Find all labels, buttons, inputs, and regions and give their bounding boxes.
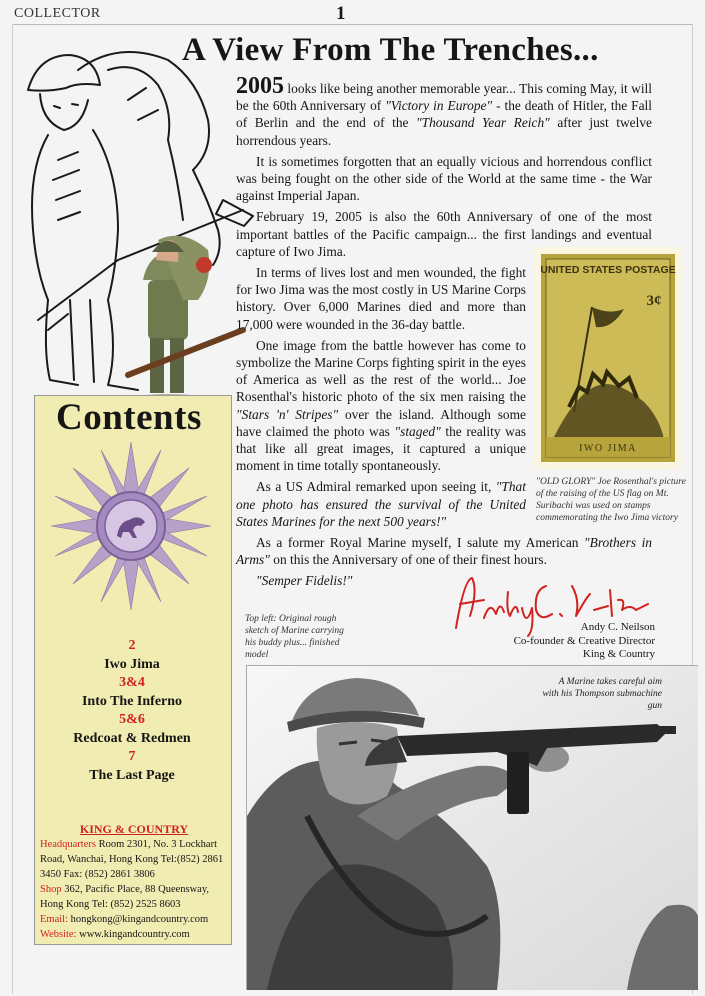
top-left-caption: Top left: Original rough sketch of Marine carrying his buddy plus... finished model: [245, 614, 344, 660]
marine-thompson-photo: [246, 665, 698, 990]
signer-role: Co-founder & Creative Director: [513, 634, 655, 647]
paragraph-6-intro: As a US Admiral remarked upon seeing it,: [256, 479, 492, 495]
paragraph-6: [236, 478, 526, 530]
paragraph-7-segment: As a former Royal Marine myself, I salute my American: [256, 535, 585, 551]
email-label: Email:: [40, 914, 68, 925]
paragraph-7-segment: on this the Anniversary of one of their finest hours.: [269, 552, 547, 568]
toc-page: 5&6: [119, 712, 145, 727]
toc-label: The Last Page: [89, 767, 175, 783]
paragraph-4: In terms of lives lost and men wounded, the fight for Iwo Jima was the most costly in US Marine Corps history. Over 6,000 Marines died and more than 17,000 were wounded in the 36-day battle.: [236, 265, 526, 332]
stamp-footer: IWO JIMA: [579, 443, 637, 454]
marine-sketch-illustration: [8, 30, 258, 410]
shop-address: [40, 882, 228, 912]
paragraph-5-segment: "staged": [394, 423, 441, 439]
stamp-header: UNITED STATES POSTAGE: [540, 264, 676, 276]
signature-script: Andy C. Neilson: [450, 570, 457, 571]
shop-label: Shop: [40, 884, 62, 895]
contents-title: Contents: [56, 397, 202, 438]
signer-name: Andy C. Neilson: [580, 621, 655, 633]
paragraph-1-segment: "Thousand Year Reich": [416, 115, 550, 131]
page-number: 1: [336, 3, 346, 24]
website-label: Website:: [40, 929, 77, 940]
paragraph-2: It is sometimes forgotten that an equally vicious and horrendous conflict was being fought on the other side of the World at the same time - the War against Imperial Japan.: [236, 153, 652, 204]
contact-block: [40, 822, 228, 942]
website-line: [40, 927, 228, 942]
headquarters-address: [40, 837, 228, 882]
photo-caption: A Marine takes careful aim with his Thompson submachine gun: [542, 677, 662, 711]
paragraph-3: February 19, 2005 is also the 60th Anniversary of one of the most important battles of the Pacific campaign... the first landings and eventual capture of Iwo Jima.: [236, 209, 652, 259]
toc-label: Into The Inferno: [81, 693, 183, 709]
paragraph-7-segment: "Brothers in Arms": [236, 535, 652, 568]
photo-image: [247, 666, 698, 990]
toc-entry-1[interactable]: [34, 637, 230, 674]
toc-page: 7: [128, 749, 136, 764]
toc-label: Redcoat & Redmen: [73, 730, 191, 746]
paragraph-1: [236, 73, 652, 149]
signer-company: King & Country: [582, 648, 655, 661]
email-link[interactable]: hongkong@kingandcountry.com: [68, 914, 209, 925]
email-line: [40, 912, 228, 927]
masthead: COLLECTOR: [14, 6, 101, 21]
hq-label: Headquarters: [40, 839, 96, 850]
iwo-jima-stamp: [534, 247, 682, 469]
paragraph-1-text: [236, 81, 652, 148]
semper-fidelis-text: "Semper Fidelis!": [256, 573, 353, 589]
toc-entry-2[interactable]: [34, 674, 230, 711]
paragraph-1-segment: looks like being another memorable year... This coming May, it will be the 60th Anniversary of: [236, 81, 652, 114]
toc-page: 2: [128, 638, 136, 653]
stamp-image: [534, 247, 682, 469]
paragraph-1-segment: after just twelve horrendous years.: [236, 115, 652, 148]
stamp-value: 3¢: [646, 293, 662, 309]
contents-list: [34, 637, 230, 785]
frame-rule-top: [12, 24, 692, 25]
hq-text: Room 2301, No. 3 Lockhart Road, Wanchai, Hong Kong Tel:(852) 2861 3450 Fax: (852) 2861 3806: [40, 839, 224, 880]
paragraph-5: [236, 337, 526, 475]
signature-block: [480, 621, 655, 662]
order-star-emblem: [48, 440, 214, 612]
shop-text: 362, Pacific Place, 88 Queensway, Hong Kong Tel: (852) 2525 8603: [40, 884, 210, 910]
stamp-caption: "OLD GLORY" Joe Rosenthal's picture of the raising of the US flag on Mt. Suribachi was used on stamps commemorating the Iwo Jima victory: [536, 477, 686, 523]
toc-entry-4[interactable]: [34, 748, 230, 785]
brand-name: KING & COUNTRY: [79, 822, 189, 836]
article-year: 2005: [236, 73, 284, 99]
toc-entry-3[interactable]: [34, 711, 230, 748]
website-link[interactable]: www.kingandcountry.com: [76, 929, 190, 940]
admiral-quote: "That one photo has ensured the survival of the United States Marines for the next 500 years!": [236, 479, 526, 529]
paragraph-5-segment: One image from the battle however has come to symbolize the Marine Corps fighting spirit in the eyes of America as well as the rest of the world... Joe Rosenthal's historic photo of the six men raising the: [236, 337, 526, 405]
toc-label: Iwo Jima: [104, 656, 160, 672]
paragraph-5-segment: over the island. Although some have claimed the photo was: [236, 406, 526, 439]
paragraph-1-segment: "Victory in Europe": [385, 98, 493, 114]
paragraph-1-segment: - the death of Hitler, the Fall of Berlin and the end of the: [236, 98, 652, 131]
paragraph-7: [236, 534, 652, 568]
article-title: A View From The Trenches...: [182, 32, 599, 68]
paragraph-5-segment: "Stars 'n' Stripes": [236, 406, 339, 422]
toc-page: 3&4: [119, 675, 145, 690]
paragraph-5-segment: the reality was that like all great images, it captured a unique moment in time totally spontaneously.: [236, 423, 526, 474]
